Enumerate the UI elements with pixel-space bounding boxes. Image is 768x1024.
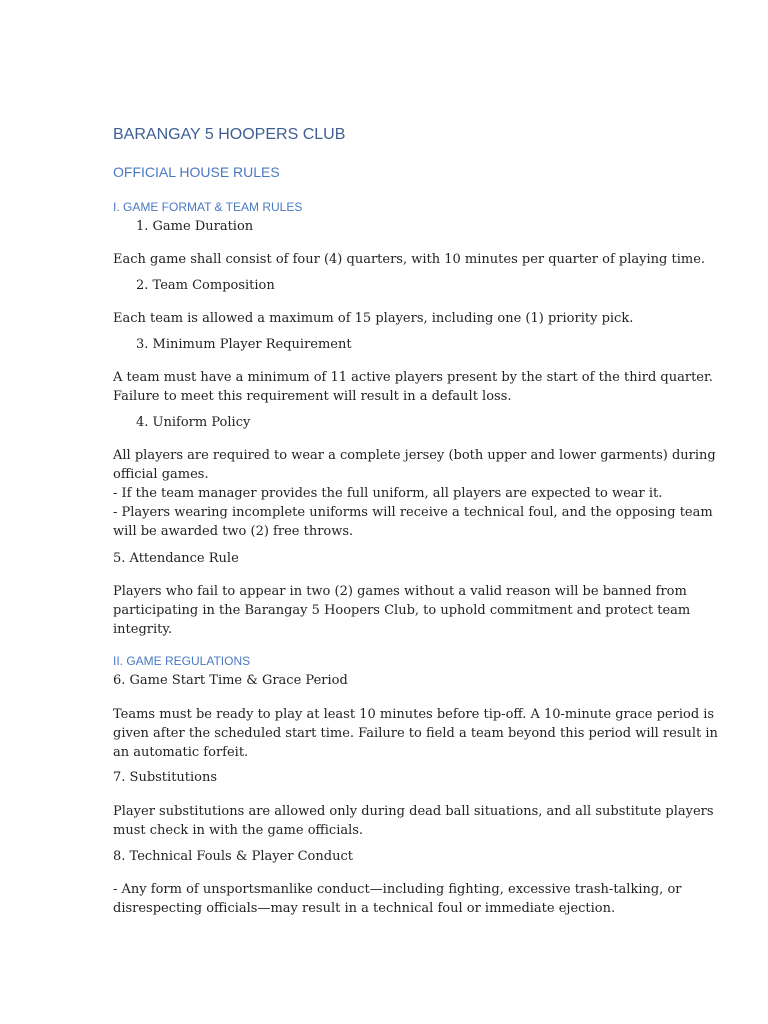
rule-heading-substitutions: 7. Substitutions — [113, 770, 218, 785]
rule-heading-uniform-policy: 4. Uniform Policy — [136, 415, 251, 430]
section-heading-game-format: I. GAME FORMAT & TEAM RULES — [113, 200, 303, 214]
paragraph-line: Players who fail to appear in two (2) games without a valid reason will be banned from — [113, 584, 687, 599]
paragraph-line: official games. — [113, 467, 209, 482]
rule-text-uniform-policy — [113, 446, 716, 541]
document-subtitle: OFFICIAL HOUSE RULES — [113, 164, 280, 180]
paragraph-line: Each game shall consist of four (4) quarters, with 10 minutes per quarter of playing time. — [113, 252, 706, 267]
paragraph-line: an automatic forfeit. — [113, 745, 249, 760]
rule-text-game-duration — [113, 250, 706, 269]
paragraph-line: All players are required to wear a complete jersey (both upper and lower garments) during — [113, 448, 716, 463]
document-title: BARANGAY 5 HOOPERS CLUB — [113, 126, 346, 143]
paragraph-line: Player substitutions are allowed only during dead ball situations, and all substitute players — [113, 804, 714, 819]
rule-heading-technical-fouls: 8. Technical Fouls & Player Conduct — [113, 849, 353, 864]
rule-text-substitutions — [113, 802, 714, 840]
paragraph-line: - If the team manager provides the full uniform, all players are expected to wear it. — [113, 486, 663, 501]
paragraph-line: must check in with the game officials. — [113, 823, 364, 838]
paragraph-line: Failure to meet this requirement will result in a default loss. — [113, 389, 512, 404]
paragraph-line: integrity. — [113, 622, 173, 637]
rule-text-team-composition — [113, 309, 658, 328]
rule-heading-game-duration: 1. Game Duration — [136, 219, 254, 234]
rule-text-technical-fouls — [113, 880, 682, 918]
paragraph-line: disrespecting officials—may result in a technical foul or immediate ejection. — [113, 901, 616, 916]
rule-text-attendance — [113, 582, 691, 639]
rule-heading-team-composition: 2. Team Composition — [136, 278, 275, 293]
paragraph-line: - Any form of unsportsmanlike conduct—including fighting, excessive trash-talking, or — [113, 882, 682, 897]
rule-text-start-time — [113, 705, 718, 762]
rule-heading-minimum-players: 3. Minimum Player Requirement — [136, 337, 352, 352]
paragraph-line: given after the scheduled start time. Failure to field a team beyond this period will result in — [113, 726, 718, 741]
rule-heading-attendance: 5. Attendance Rule — [113, 551, 239, 566]
paragraph-line: A team must have a minimum of 11 active players present by the start of the third quarter. — [113, 370, 713, 385]
paragraph-line: Teams must be ready to play at least 10 minutes before tip-off. A 10-minute grace period is — [113, 707, 715, 722]
paragraph-line: Each team is allowed a maximum of 15 players, including one (1) priority pick. — [113, 311, 634, 326]
paragraph-line: participating in the Barangay 5 Hoopers Club, to uphold commitment and protect team — [113, 603, 691, 618]
rule-text-minimum-players — [113, 368, 713, 406]
section-heading-game-regulations: II. GAME REGULATIONS — [113, 654, 251, 668]
rule-heading-start-time: 6. Game Start Time & Grace Period — [113, 673, 348, 688]
paragraph-line: will be awarded two (2) free throws. — [113, 524, 354, 539]
paragraph-line: - Players wearing incomplete uniforms will receive a technical foul, and the opposing team — [113, 505, 713, 520]
